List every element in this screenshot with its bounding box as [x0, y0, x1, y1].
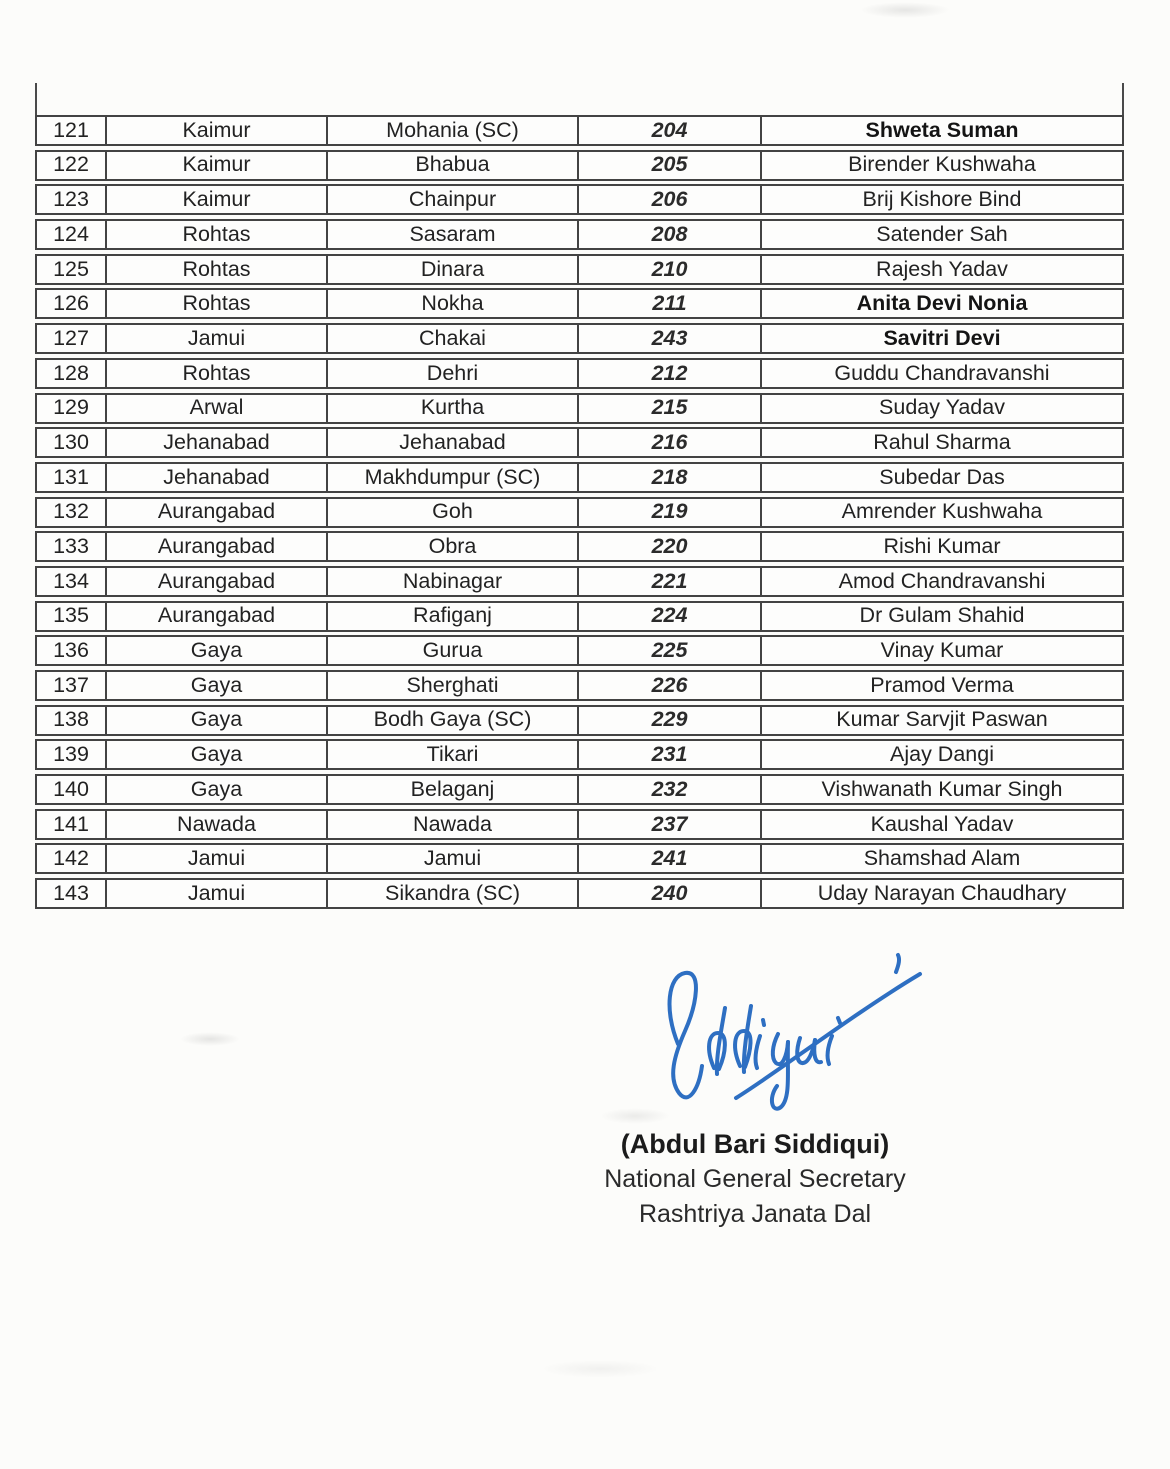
- cell-constituency-number: 212: [577, 360, 760, 387]
- cell-constituency: Bhabua: [326, 152, 577, 179]
- cell-serial: 135: [53, 603, 89, 628]
- cell-candidate-name: Shweta Suman: [760, 117, 1122, 144]
- table-row: [35, 670, 1124, 701]
- cell-constituency: Goh: [326, 499, 577, 526]
- cell-candidate-name: Kaushal Yadav: [760, 811, 1122, 838]
- cell-serial: 129: [53, 395, 89, 420]
- table-row: [35, 601, 1124, 632]
- cell-constituency: Nabinagar: [326, 568, 577, 595]
- cell-serial: 124: [53, 221, 89, 246]
- cell-constituency-number: 218: [577, 464, 760, 491]
- cell-district: Gaya: [105, 672, 326, 699]
- cell-candidate-name: Guddu Chandravanshi: [760, 360, 1122, 387]
- cell-candidate-name: Brij Kishore Bind: [760, 186, 1122, 213]
- cell-serial: 142: [53, 846, 89, 871]
- cell-constituency-number: 237: [577, 811, 760, 838]
- table-row: [35, 254, 1124, 285]
- cell-candidate-name: Amrender Kushwaha: [760, 499, 1122, 526]
- cell-constituency: Sikandra (SC): [326, 880, 577, 907]
- cell-district: Jehanabad: [105, 464, 326, 491]
- cell-district: Rohtas: [105, 221, 326, 248]
- candidate-table: [35, 115, 1124, 913]
- cell-candidate-name: Dr Gulam Shahid: [760, 603, 1122, 630]
- cell-serial: 131: [53, 464, 89, 489]
- cell-constituency-number: 205: [577, 152, 760, 179]
- table-row: [35, 774, 1124, 805]
- cell-constituency-number: 232: [577, 776, 760, 803]
- table-row: [35, 705, 1124, 736]
- cell-serial: 133: [53, 534, 89, 558]
- cell-constituency: Makhdumpur (SC): [326, 464, 577, 491]
- cell-district: Kaimur: [105, 152, 326, 179]
- signature-ink: [648, 946, 948, 1126]
- table-row: [35, 531, 1124, 562]
- cell-constituency-number: 224: [577, 603, 760, 630]
- table-row: [35, 358, 1124, 389]
- cell-district: Gaya: [105, 707, 326, 734]
- cell-constituency-number: 221: [577, 568, 760, 595]
- cell-constituency: Sherghati: [326, 672, 577, 699]
- cell-district: Rohtas: [105, 360, 326, 387]
- cell-constituency: Gurua: [326, 637, 577, 664]
- cell-constituency: Mohania (SC): [326, 117, 577, 144]
- cell-candidate-name: Ajay Dangi: [760, 741, 1122, 768]
- cell-constituency: Chainpur: [326, 186, 577, 213]
- cell-constituency-number: 231: [577, 741, 760, 768]
- cell-constituency: Dehri: [326, 360, 577, 387]
- cell-constituency: Nawada: [326, 811, 577, 838]
- cell-serial: 130: [53, 429, 89, 454]
- cell-constituency: Tikari: [326, 741, 577, 768]
- cell-constituency-number: 240: [577, 880, 760, 907]
- cell-district: Aurangabad: [105, 499, 326, 526]
- cell-constituency-number: 243: [577, 325, 760, 352]
- cell-serial: 132: [53, 499, 89, 524]
- cell-constituency: Bodh Gaya (SC): [326, 707, 577, 734]
- cell-district: Kaimur: [105, 117, 326, 144]
- cell-constituency: Rafiganj: [326, 603, 577, 630]
- cell-serial: 138: [53, 707, 89, 732]
- cell-candidate-name: Suday Yadav: [760, 395, 1122, 422]
- cell-candidate-name: Amod Chandravanshi: [760, 568, 1122, 595]
- table-row: [35, 566, 1124, 597]
- cell-constituency-number: 210: [577, 256, 760, 283]
- cell-serial: 134: [53, 568, 89, 593]
- table-row: [35, 150, 1124, 181]
- cell-constituency-number: 229: [577, 707, 760, 734]
- signatory-party: Rashtriya Janata Dal: [638, 1200, 872, 1228]
- table-row: [35, 323, 1124, 354]
- table-row: [35, 739, 1124, 770]
- cell-serial: 123: [53, 187, 89, 212]
- cell-candidate-name: Vishwanath Kumar Singh: [760, 776, 1122, 803]
- cell-constituency: Dinara: [326, 256, 577, 283]
- cell-district: Jehanabad: [105, 429, 326, 456]
- cell-serial: 139: [53, 742, 89, 767]
- table-row: [35, 115, 1124, 146]
- cell-constituency-number: 204: [577, 117, 760, 144]
- cell-district: Arwal: [105, 395, 326, 422]
- table-row: [35, 184, 1124, 215]
- cell-constituency-number: 219: [577, 499, 760, 526]
- cell-district: Aurangabad: [105, 568, 326, 595]
- cell-candidate-name: Subedar Das: [760, 464, 1122, 491]
- table-row: [35, 427, 1124, 458]
- cell-serial: 127: [53, 325, 89, 350]
- cell-district: Rohtas: [105, 290, 326, 317]
- cell-candidate-name: Kumar Sarvjit Paswan: [760, 707, 1122, 734]
- cell-constituency: Jehanabad: [326, 429, 577, 456]
- cell-serial: 128: [53, 360, 89, 385]
- cell-serial: 125: [53, 256, 89, 281]
- scan-smudge: [860, 2, 950, 18]
- cell-constituency: Jamui: [326, 845, 577, 872]
- cell-candidate-name: Vinay Kumar: [760, 637, 1122, 664]
- cell-serial: 137: [53, 672, 89, 697]
- table-border-fragment-left: [35, 83, 37, 116]
- cell-district: Jamui: [105, 880, 326, 907]
- table-row: [35, 497, 1124, 528]
- cell-district: Aurangabad: [105, 533, 326, 560]
- cell-serial: 140: [53, 776, 89, 801]
- table-row: [35, 219, 1124, 250]
- cell-constituency-number: 208: [577, 221, 760, 248]
- table-row: [35, 393, 1124, 424]
- cell-constituency: Obra: [326, 533, 577, 560]
- cell-district: Gaya: [105, 776, 326, 803]
- cell-constituency: Sasaram: [326, 221, 577, 248]
- cell-district: Gaya: [105, 637, 326, 664]
- cell-candidate-name: Anita Devi Nonia: [760, 290, 1122, 317]
- cell-constituency-number: 226: [577, 672, 760, 699]
- cell-district: Jamui: [105, 325, 326, 352]
- cell-constituency-number: 225: [577, 637, 760, 664]
- cell-district: Jamui: [105, 845, 326, 872]
- table-row: [35, 809, 1124, 840]
- cell-constituency: Nokha: [326, 290, 577, 317]
- signatory-block: [520, 1126, 990, 1232]
- cell-candidate-name: Pramod Verma: [760, 672, 1122, 699]
- cell-serial: 121: [53, 117, 89, 142]
- cell-district: Rohtas: [105, 256, 326, 283]
- cell-district: Kaimur: [105, 186, 326, 213]
- cell-constituency-number: 215: [577, 395, 760, 422]
- cell-district: Nawada: [105, 811, 326, 838]
- cell-constituency-number: 206: [577, 186, 760, 213]
- table-row: [35, 878, 1124, 909]
- cell-serial: 126: [53, 291, 89, 316]
- table-row: [35, 288, 1124, 319]
- cell-serial: 122: [53, 152, 89, 177]
- scan-smudge: [540, 1360, 660, 1378]
- cell-serial: 143: [53, 880, 89, 905]
- cell-district: Aurangabad: [105, 603, 326, 630]
- cell-constituency-number: 211: [577, 290, 760, 317]
- signatory-name: (Abdul Bari Siddiqui): [620, 1129, 890, 1159]
- cell-candidate-name: Birender Kushwaha: [760, 152, 1122, 179]
- cell-candidate-name: Savitri Devi: [760, 325, 1122, 352]
- table-row: [35, 462, 1124, 493]
- cell-constituency-number: 241: [577, 845, 760, 872]
- cell-candidate-name: Rajesh Yadav: [760, 256, 1122, 283]
- table-row: [35, 843, 1124, 874]
- cell-district: Gaya: [105, 741, 326, 768]
- cell-constituency-number: 220: [577, 533, 760, 560]
- cell-constituency-number: 216: [577, 429, 760, 456]
- cell-serial: 136: [53, 638, 89, 663]
- cell-constituency: Chakai: [326, 325, 577, 352]
- cell-serial: 141: [53, 811, 89, 836]
- cell-candidate-name: Shamshad Alam: [760, 845, 1122, 872]
- table-row: [35, 635, 1124, 666]
- cell-constituency: Belaganj: [326, 776, 577, 803]
- signatory-title: National General Secretary: [604, 1165, 906, 1193]
- cell-constituency: Kurtha: [326, 395, 577, 422]
- table-border-fragment-right: [1122, 83, 1124, 116]
- scan-smudge: [180, 1032, 240, 1046]
- cell-candidate-name: Rahul Sharma: [760, 429, 1122, 456]
- cell-candidate-name: Uday Narayan Chaudhary: [760, 880, 1122, 907]
- cell-candidate-name: Rishi Kumar: [760, 533, 1122, 560]
- cell-candidate-name: Satender Sah: [760, 221, 1122, 248]
